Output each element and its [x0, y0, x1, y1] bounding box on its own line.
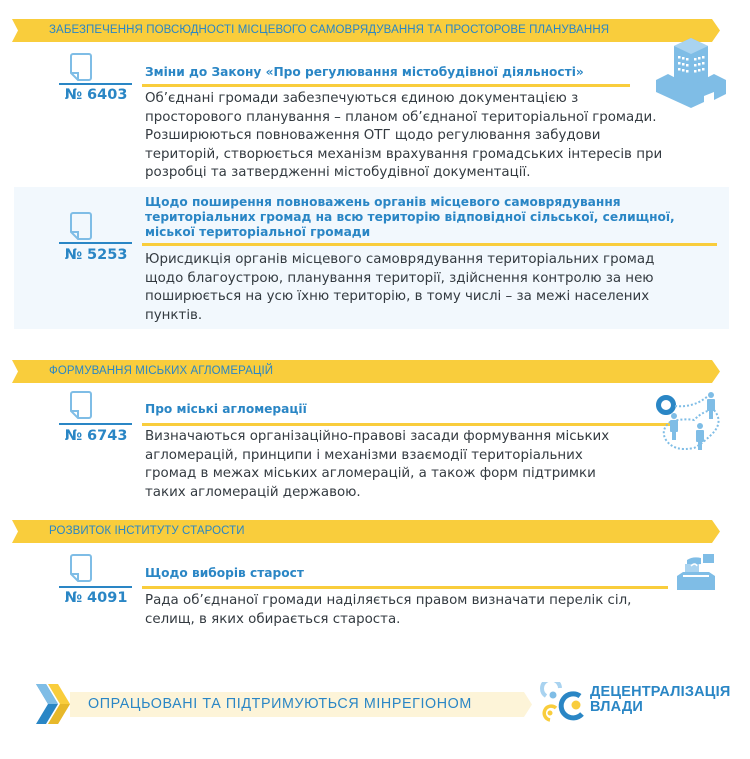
document-icon [70, 53, 92, 81]
law-title: Щодо виборів старост [145, 566, 304, 580]
title-divider [142, 243, 717, 246]
law-description [145, 90, 662, 183]
title-line: територіальних громад на всю територію відповідної сільської, селищної, [145, 210, 675, 224]
number-divider [59, 242, 132, 244]
building-icon [652, 36, 728, 108]
title-line: Щодо поширення повноважень органів місцевого самоврядування [145, 195, 621, 209]
description-line: поширюється на усю їхню територію, в тому числі – за межі населених [145, 289, 650, 304]
law-item [14, 545, 729, 635]
document-icon [70, 391, 92, 419]
logo-circles-icon [540, 682, 588, 724]
logo-text-line1: ДЕЦЕНТРАЛІЗАЦІЯ [590, 684, 731, 700]
description-line: Об’єднані громади забезпечуються єдиною документацією з [145, 91, 579, 106]
law-item [14, 45, 729, 185]
ballot-box-icon [675, 554, 717, 590]
law-number: № 6403 [64, 87, 128, 103]
number-divider [59, 586, 132, 588]
law-description [145, 251, 654, 325]
description-line: Визначаються організаційно-правові засади формування міських [145, 429, 610, 444]
description-line: таких агломерацій державою. [145, 484, 361, 500]
number-divider [59, 423, 132, 425]
description-line: Рада об’єднаної громади наділяється правом визначати перелік сіл, [145, 593, 632, 608]
description-line: Розширюються повноваження ОТГ щодо регулювання забудови [145, 128, 601, 143]
title-divider [142, 84, 630, 87]
description-line: щодо благоустрою, планування території, здійснення контролю за нею [145, 270, 654, 286]
law-number: № 6743 [64, 428, 128, 444]
law-number: № 5253 [64, 247, 128, 263]
section-heading: ЗАБЕЗПЕЧЕННЯ ПОВСЮДНОСТІ МІСЦЕВОГО САМОВРЯДУВАННЯ ТА ПРОСТОРОВЕ ПЛАНУВАННЯ [49, 24, 610, 36]
description-line: агломерацій, принципи і механізми взаємодії територіальних [145, 447, 583, 463]
description-line: Юрисдикція органів місцевого самоврядування територіальних громад [145, 252, 655, 267]
law-title: Зміни до Закону «Про регулювання містобудівної діяльності» [145, 65, 584, 79]
decentralization-logo [540, 682, 740, 724]
law-description [145, 592, 631, 629]
description-line: пунктів. [145, 307, 203, 323]
description-line: просторового планування – планом об’єднаної територіальної громади. [145, 109, 657, 125]
number-divider [59, 83, 132, 85]
section-banner [12, 520, 720, 543]
law-item [14, 385, 729, 505]
section-banner [12, 19, 720, 42]
footer-text: ОПРАЦЬОВАНІ ТА ПІДТРИМУЮТЬСЯ МІНРЕГІОНОМ [88, 696, 472, 712]
title-divider [142, 586, 668, 589]
document-icon [70, 554, 92, 582]
description-line: розробці та затвердженні містобудівної документації. [145, 165, 531, 180]
footer-banner [70, 692, 532, 717]
network-people-icon [654, 390, 726, 454]
section-heading: ФОРМУВАННЯ МІСЬКИХ АГЛОМЕРАЦІЙ [49, 365, 274, 377]
description-line: громад в межах міських агломерацій, а також форм підтримки [145, 466, 596, 481]
section-banner [12, 360, 720, 383]
logo-text-line2: ВЛАДИ [590, 699, 644, 715]
law-title: Про міські агломерації [145, 402, 307, 416]
document-icon [70, 212, 92, 240]
title-divider [142, 423, 672, 426]
description-line: територій, створюється механізм врахування громадських інтересів при [145, 146, 663, 162]
law-item [14, 187, 729, 329]
law-title [145, 195, 675, 240]
title-line: міської територіальної громади [145, 225, 371, 239]
section-heading: РОЗВИТОК ІНСТИТУТУ СТАРОСТИ [49, 525, 245, 537]
law-number: № 4091 [64, 590, 128, 606]
law-description [145, 428, 609, 502]
chevron-logo-icon [36, 684, 70, 724]
description-line: селищ, в яких обирається староста. [145, 611, 401, 627]
